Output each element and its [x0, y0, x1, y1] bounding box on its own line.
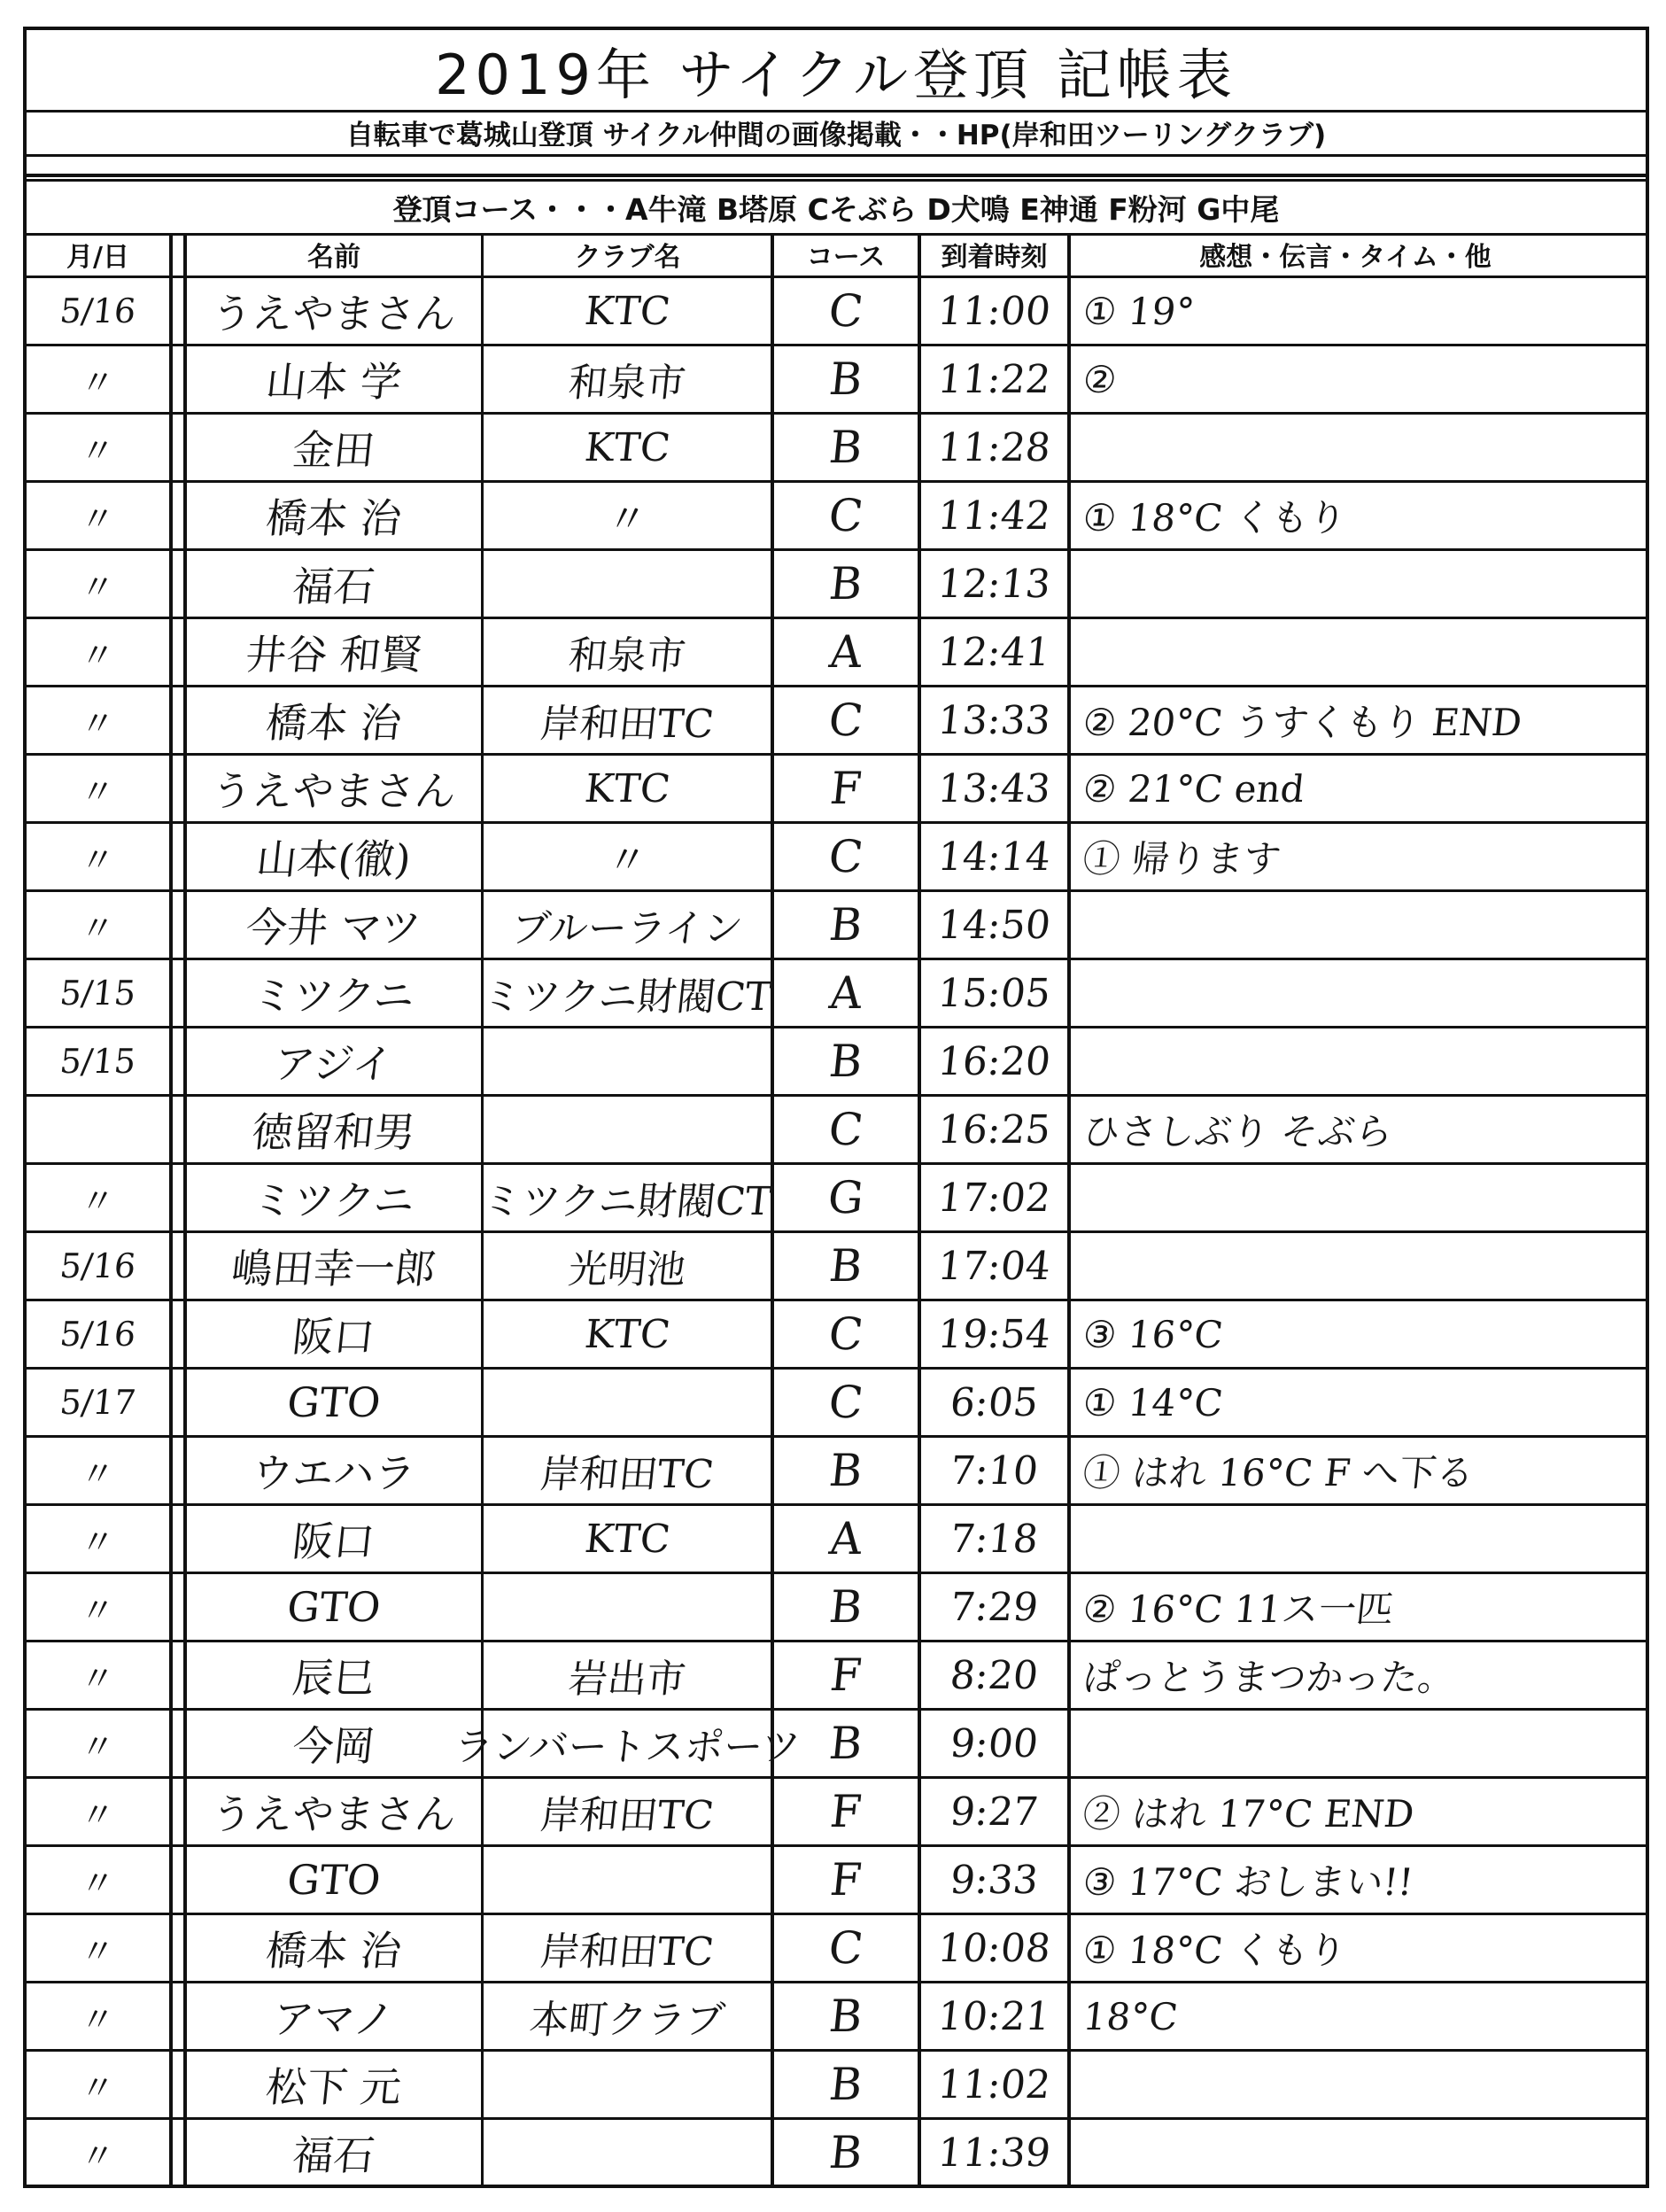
row-time: 11:42 — [935, 493, 1053, 539]
row-note — [1067, 1233, 1636, 1299]
row-name: 徳留和男 — [249, 1108, 418, 1156]
row-name: 松下 元 — [263, 2063, 404, 2111]
row-note: ③ 16°C — [1081, 1312, 1226, 1356]
row-note — [1067, 415, 1636, 480]
row-name: うえやまさん — [208, 1790, 459, 1838]
row-note — [1067, 1028, 1636, 1094]
row-date: 〃 — [78, 362, 117, 402]
header-date: 月/日 — [66, 242, 129, 273]
row-date: 〃 — [78, 908, 117, 948]
row-name: 辰巳 — [290, 1654, 377, 1702]
header-course: コース — [806, 242, 886, 273]
row-name: GTO — [284, 1856, 384, 1904]
divider — [27, 154, 1646, 177]
row-note: ① 14°C — [1081, 1380, 1226, 1424]
row-time: 17:02 — [935, 1175, 1053, 1221]
row-name: 今岡 — [290, 1722, 377, 1770]
row-note — [1067, 551, 1636, 617]
row-date: 〃 — [78, 1795, 117, 1835]
row-date: 〃 — [78, 1931, 117, 1971]
row-club: ミツクニ財閥CT — [480, 974, 774, 1020]
row-course: A — [826, 1513, 865, 1564]
row-note: ① 19° — [1081, 289, 1197, 333]
row-course: B — [826, 2127, 865, 2178]
row-name: 金田 — [290, 426, 377, 474]
row-time: 19:54 — [935, 1311, 1053, 1357]
row-course: F — [827, 1854, 864, 1905]
row-club: KTC — [582, 1311, 673, 1357]
row-time: 13:43 — [935, 765, 1053, 811]
row-club: 〃 — [605, 838, 649, 883]
row-name: GTO — [284, 1378, 384, 1426]
register-sheet — [23, 27, 1649, 2188]
row-course: C — [825, 695, 866, 746]
row-note: ① 18°C くもり — [1081, 496, 1349, 539]
sheet-subtitle: 自転車で葛城山登頂 サイクル仲間の画像掲載・・HP(岸和田ツーリングクラブ) — [27, 110, 1646, 157]
row-note — [1067, 1711, 1636, 1776]
row-name: 橋本 治 — [263, 494, 404, 542]
row-course: C — [825, 490, 866, 541]
row-course: F — [827, 1649, 864, 1701]
row-date: 〃 — [78, 567, 117, 607]
row-course: G — [825, 1172, 867, 1223]
header-notes: 感想・伝言・タイム・他 — [1199, 242, 1492, 273]
row-time: 16:25 — [935, 1106, 1053, 1153]
row-course: B — [826, 422, 865, 473]
column-divider — [169, 233, 173, 2185]
row-date: 5/16 — [58, 1315, 138, 1354]
row-note: ② 16°C 11ス一匹 — [1081, 1587, 1396, 1631]
row-note: ① はれ 16°C F へ下る — [1081, 1451, 1476, 1494]
row-course: C — [825, 1104, 866, 1155]
row-time: 12:41 — [935, 629, 1053, 675]
row-date: 〃 — [78, 431, 117, 470]
row-time: 17:04 — [935, 1243, 1053, 1289]
sheet-title: 2019年 サイクル登頂 記帳表 — [27, 30, 1646, 113]
row-date: 〃 — [78, 703, 117, 743]
row-course: C — [825, 1308, 866, 1360]
row-club: 〃 — [605, 497, 649, 542]
row-time: 14:50 — [935, 902, 1053, 948]
row-note — [1067, 960, 1636, 1026]
row-course: B — [826, 2059, 865, 2110]
row-rule — [27, 2185, 1646, 2188]
row-club — [481, 1847, 774, 1913]
row-club — [481, 1097, 774, 1162]
row-club: KTC — [582, 424, 673, 470]
row-course: B — [826, 353, 865, 405]
row-note — [1067, 1506, 1636, 1572]
row-note: ぱっとうまつかった。 — [1081, 1656, 1458, 1699]
register-table — [27, 233, 1646, 2185]
row-time: 7:29 — [948, 1584, 1041, 1630]
row-note — [1067, 1165, 1636, 1230]
row-course: B — [826, 1581, 865, 1633]
row-name: 橋本 治 — [263, 699, 404, 747]
row-course: C — [825, 285, 866, 337]
row-name: うえやまさん — [208, 290, 459, 338]
row-date: 〃 — [78, 499, 117, 539]
row-date: 5/16 — [58, 1246, 138, 1285]
row-name: うえやまさん — [208, 767, 459, 815]
row-course: F — [827, 1786, 864, 1837]
row-note: ② 20°C うすくもり END — [1081, 701, 1524, 744]
row-club: 和泉市 — [566, 361, 688, 406]
row-name: 橋本 治 — [263, 1927, 404, 1975]
row-time: 8:20 — [948, 1652, 1041, 1698]
row-course: B — [826, 899, 865, 951]
row-name: アマノ — [270, 1995, 397, 2043]
row-time: 11:39 — [935, 2130, 1053, 2176]
row-note — [1067, 619, 1636, 685]
row-note: ひさしぶり そぶら — [1081, 1110, 1395, 1153]
row-date: 〃 — [78, 1590, 117, 1630]
row-time: 7:10 — [948, 1448, 1041, 1494]
row-note: 18°C — [1081, 1994, 1181, 2038]
row-club: 和泉市 — [566, 633, 688, 679]
row-course: C — [825, 1922, 866, 1974]
row-club — [481, 1028, 774, 1094]
row-name: 井谷 和賢 — [243, 631, 424, 679]
row-date — [23, 1097, 173, 1162]
row-club: KTC — [582, 288, 673, 334]
row-time: 13:33 — [935, 697, 1053, 743]
row-note: ① 帰ります — [1081, 837, 1283, 881]
row-date: 〃 — [78, 840, 117, 880]
row-note — [1067, 2052, 1636, 2117]
row-club — [481, 1370, 774, 1435]
row-name: 嶋田幸一郎 — [229, 1245, 438, 1292]
row-time: 15:05 — [935, 970, 1053, 1016]
row-course: B — [826, 558, 865, 609]
row-note: ③ 17°C おしまい!! — [1081, 1860, 1416, 1904]
row-date: 5/15 — [58, 1042, 138, 1081]
row-date: 〃 — [78, 1522, 117, 1562]
row-time: 12:13 — [935, 561, 1053, 607]
row-date: 5/15 — [58, 974, 138, 1013]
row-date: 〃 — [78, 2136, 117, 2176]
row-date: 〃 — [78, 2068, 117, 2107]
row-course: B — [826, 1991, 865, 2042]
row-course: C — [825, 1377, 866, 1428]
row-name: 山本(徹) — [253, 835, 414, 883]
row-date: 〃 — [78, 772, 117, 811]
row-note: ② はれ 17°C END — [1081, 1792, 1417, 1836]
header-name: 名前 — [307, 242, 360, 273]
row-note — [1067, 2120, 1636, 2185]
row-name: 阪口 — [290, 1517, 377, 1565]
row-note: ② — [1081, 357, 1120, 401]
row-date: 〃 — [78, 1727, 117, 1766]
row-time: 16:20 — [935, 1038, 1053, 1084]
row-time: 7:18 — [948, 1516, 1041, 1562]
row-name: 山本 学 — [263, 358, 404, 406]
row-club: 岸和田TC — [538, 1929, 717, 1975]
row-club: 岸和田TC — [538, 702, 717, 747]
row-note — [1067, 892, 1636, 958]
row-name: アジイ — [271, 1040, 396, 1088]
row-time: 11:02 — [935, 2061, 1053, 2107]
header-club: クラブ名 — [574, 242, 681, 273]
row-name: 福石 — [290, 563, 377, 610]
course-legend: 登頂コース・・・A牛滝 B塔原 Cそぶら D犬鳴 E神通 F粉河 G中尾 — [27, 179, 1646, 236]
row-time: 11:22 — [935, 356, 1053, 402]
row-course: C — [825, 831, 866, 882]
row-name: 今井 マツ — [244, 904, 424, 951]
row-time: 11:00 — [935, 288, 1053, 334]
row-date: 〃 — [78, 1658, 117, 1698]
row-club: KTC — [582, 765, 673, 811]
row-time: 11:28 — [935, 424, 1053, 470]
row-club — [481, 551, 774, 617]
row-date: 〃 — [78, 1181, 117, 1221]
row-club: 岩出市 — [566, 1657, 688, 1702]
row-club: ブルーライン — [508, 906, 746, 951]
row-time: 9:00 — [948, 1720, 1041, 1766]
row-name: ミツクニ — [250, 1176, 417, 1224]
row-club — [481, 1574, 774, 1640]
row-note: ② 21°C end — [1081, 766, 1307, 811]
row-course: A — [826, 967, 865, 1019]
row-club: KTC — [582, 1516, 673, 1562]
row-course: B — [826, 1036, 865, 1087]
row-club — [481, 2120, 774, 2185]
row-course: B — [826, 1718, 865, 1769]
row-course: F — [827, 763, 864, 814]
row-time: 9:27 — [948, 1789, 1041, 1835]
row-club: ミツクニ財閥CT — [480, 1179, 774, 1224]
row-club — [481, 2052, 774, 2117]
row-course: B — [826, 1240, 865, 1292]
row-date: 〃 — [78, 1999, 117, 2039]
row-course: B — [826, 1445, 865, 1496]
row-name: 阪口 — [290, 1313, 377, 1361]
row-time: 14:14 — [935, 834, 1053, 880]
row-note: ① 18°C くもり — [1081, 1929, 1349, 1972]
row-club: 岸和田TC — [538, 1452, 717, 1497]
row-date: 5/17 — [58, 1383, 138, 1422]
row-date: 〃 — [78, 635, 117, 675]
row-time: 10:21 — [935, 1993, 1053, 2039]
row-club: 岸和田TC — [538, 1793, 717, 1838]
row-time: 6:05 — [948, 1379, 1041, 1425]
header-time: 到着時刻 — [941, 242, 1048, 273]
row-date: 〃 — [78, 1454, 117, 1494]
row-time: 9:33 — [948, 1857, 1041, 1903]
row-course: A — [826, 626, 865, 678]
row-name: ミツクニ — [250, 972, 417, 1020]
row-date: 5/16 — [58, 291, 138, 330]
row-time: 10:08 — [935, 1925, 1053, 1971]
row-club: 光明池 — [566, 1247, 688, 1292]
row-name: 福石 — [290, 2131, 377, 2179]
row-name: ウエハラ — [249, 1449, 418, 1497]
row-name: GTO — [284, 1583, 384, 1631]
row-date: 〃 — [78, 1863, 117, 1903]
row-club: ランバートスポーツ — [451, 1725, 803, 1770]
row-club: 本町クラブ — [527, 1998, 727, 2043]
